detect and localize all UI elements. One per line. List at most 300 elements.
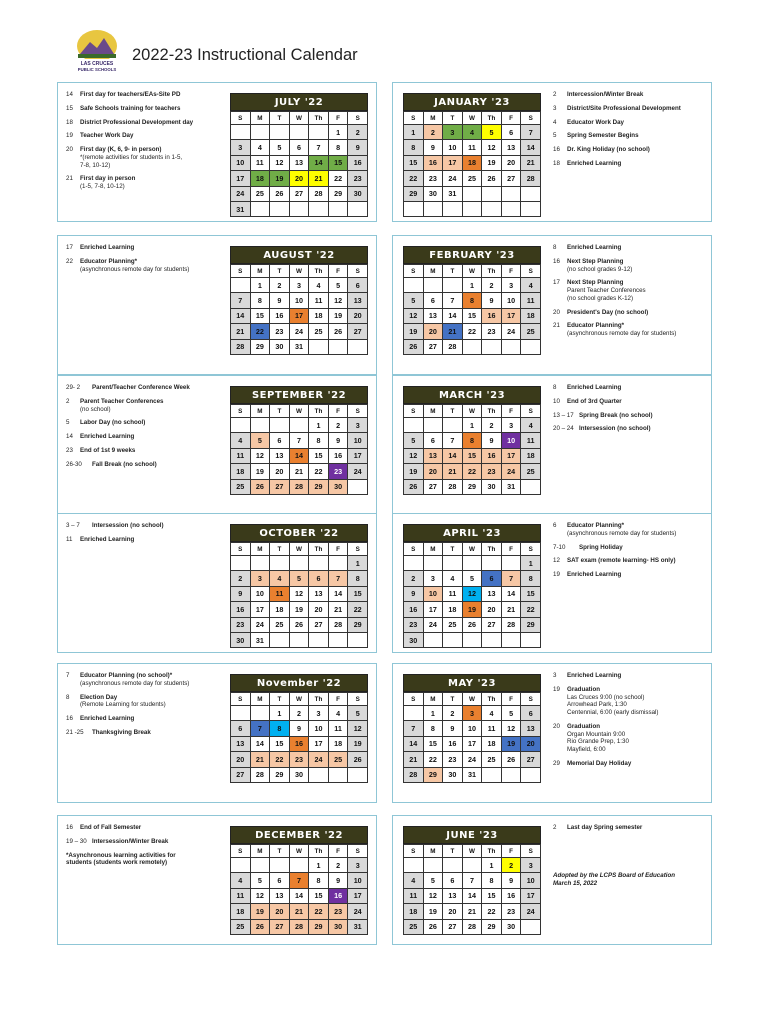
day-cell: 17	[423, 602, 443, 617]
day-cell: 26	[501, 752, 521, 767]
day-cell: 27	[348, 324, 368, 339]
month-table	[230, 111, 368, 217]
day-cell: 10	[289, 293, 309, 308]
event-subtext: (no school grades 9-12)	[567, 265, 633, 273]
event-date: 20 – 24	[553, 425, 574, 433]
day-cell: 18	[443, 602, 463, 617]
weekday-header: W	[462, 543, 482, 556]
day-cell: 15	[462, 308, 482, 323]
event-date: 23	[66, 446, 73, 454]
event-date: 3 – 7	[66, 522, 80, 529]
weekday-header: Th	[309, 265, 329, 278]
day-cell: 12	[501, 721, 521, 736]
day-cell	[270, 858, 290, 873]
weekday-header: M	[423, 845, 443, 858]
month-title: MAY '23	[403, 674, 541, 692]
event-subtext: Organ Mountain 9:00 Rio Grande Prep, 1:30 Mayfield, 6:00	[567, 730, 629, 753]
event-text: District/Site Professional Development	[567, 104, 681, 112]
day-cell	[231, 556, 251, 571]
event-text: First day in person	[80, 175, 136, 183]
day-cell: 31	[250, 632, 270, 647]
weekday-header: T	[443, 543, 463, 556]
event-text: Enriched Learning	[80, 244, 135, 251]
day-cell: 10	[309, 721, 329, 736]
day-cell: 9	[423, 140, 443, 155]
event-note	[66, 258, 216, 274]
event-date: 3	[553, 104, 557, 112]
day-cell: 23	[270, 324, 290, 339]
day-cell: 5	[423, 873, 443, 888]
event-text: Next Step Planning	[567, 257, 624, 265]
weekday-header: T	[443, 845, 463, 858]
event-subtext: Parent Teacher Conferences (no school grades K-12)	[567, 287, 646, 302]
day-cell: 1	[423, 706, 443, 721]
day-cell	[309, 201, 329, 216]
weekday-header: W	[289, 845, 309, 858]
event-text: SAT exam (remote learning- HS only)	[567, 557, 676, 565]
day-cell	[462, 201, 482, 216]
day-cell: 25	[521, 324, 541, 339]
day-cell: 5	[328, 278, 348, 293]
month-panel	[392, 513, 712, 653]
day-cell: 17	[309, 736, 329, 751]
event-notes	[553, 384, 703, 439]
event-note	[66, 384, 216, 392]
day-cell: 10	[250, 586, 270, 601]
day-cell	[289, 858, 309, 873]
day-cell: 18	[231, 904, 251, 919]
day-cell	[501, 186, 521, 201]
event-text: Enriched Learning	[567, 159, 622, 167]
event-note	[66, 244, 216, 252]
day-cell: 23	[348, 171, 368, 186]
day-cell: 15	[482, 888, 502, 903]
day-cell: 15	[348, 586, 368, 601]
day-cell: 4	[231, 873, 251, 888]
month-calendar	[230, 524, 368, 648]
day-cell	[270, 125, 290, 140]
day-cell: 19	[404, 464, 424, 479]
day-cell: 5	[501, 706, 521, 721]
event-text: End of 1st 9 weeks	[80, 446, 136, 454]
event-note	[553, 398, 703, 406]
day-cell: 16	[289, 736, 309, 751]
weekday-header: S	[404, 405, 424, 418]
event-note	[553, 309, 703, 317]
event-text: Memorial Day Holiday	[567, 759, 632, 767]
day-cell	[231, 418, 251, 433]
day-cell	[289, 556, 309, 571]
day-cell: 5	[250, 433, 270, 448]
event-text: Graduation	[567, 722, 601, 730]
day-cell: 15	[521, 586, 541, 601]
day-cell: 1	[462, 278, 482, 293]
day-cell: 29	[309, 479, 329, 494]
day-cell: 21	[501, 602, 521, 617]
day-cell: 30	[328, 479, 348, 494]
month-panel	[392, 235, 712, 375]
weekday-header: S	[348, 405, 368, 418]
day-cell: 10	[231, 155, 251, 170]
month-panel	[57, 513, 377, 653]
day-cell	[423, 418, 443, 433]
event-note	[553, 672, 703, 680]
day-cell: 6	[270, 433, 290, 448]
day-cell	[404, 418, 424, 433]
event-subtext: (no school)	[80, 405, 111, 413]
day-cell: 2	[328, 418, 348, 433]
day-cell: 29	[309, 919, 329, 934]
day-cell: 21	[443, 324, 463, 339]
day-cell: 16	[404, 602, 424, 617]
adoption-note: Adopted by the LCPS Board of Education March 15, 2022	[553, 871, 676, 887]
month-title: APRIL '23	[403, 524, 541, 542]
event-text: Fall Break (no school)	[92, 460, 157, 468]
event-note	[66, 175, 216, 191]
day-cell: 12	[482, 140, 502, 155]
day-cell: 15	[309, 888, 329, 903]
day-cell: 21	[289, 464, 309, 479]
event-date: 29	[553, 759, 560, 767]
weekday-header: W	[289, 112, 309, 125]
day-cell: 4	[270, 571, 290, 586]
weekday-header: T	[443, 112, 463, 125]
day-cell: 16	[423, 155, 443, 170]
day-cell: 11	[309, 293, 329, 308]
day-cell: 21	[404, 752, 424, 767]
day-cell: 30	[501, 919, 521, 934]
day-cell: 4	[482, 706, 502, 721]
weekday-header: M	[250, 693, 270, 706]
event-note	[553, 119, 703, 127]
event-date: 18	[553, 159, 560, 167]
weekday-header: S	[348, 845, 368, 858]
day-cell: 26	[423, 919, 443, 934]
event-date: 19	[66, 132, 73, 140]
day-cell: 18	[404, 904, 424, 919]
header	[72, 28, 472, 78]
day-cell	[289, 201, 309, 216]
event-date: 29- 2	[66, 384, 81, 391]
day-cell: 11	[404, 888, 424, 903]
weekday-header: Th	[482, 112, 502, 125]
day-cell: 9	[348, 140, 368, 155]
day-cell: 16	[231, 602, 251, 617]
day-cell: 15	[423, 736, 443, 751]
event-date: 26-30	[66, 460, 82, 468]
day-cell: 6	[501, 125, 521, 140]
day-cell: 5	[250, 873, 270, 888]
day-cell: 9	[289, 721, 309, 736]
event-date: 6	[553, 522, 557, 529]
day-cell: 17	[289, 308, 309, 323]
event-date: 8	[66, 693, 70, 701]
day-cell: 8	[348, 571, 368, 586]
day-cell: 24	[423, 617, 443, 632]
weekday-header: Th	[309, 693, 329, 706]
day-cell: 7	[309, 140, 329, 155]
weekday-header: S	[404, 112, 424, 125]
day-cell: 30	[404, 632, 424, 647]
weekday-header: M	[250, 405, 270, 418]
day-cell	[443, 556, 463, 571]
day-cell: 24	[521, 904, 541, 919]
event-note	[553, 258, 703, 274]
event-text: Thanksgiving Break	[92, 728, 151, 736]
month-title: November '22	[230, 674, 368, 692]
day-cell	[289, 125, 309, 140]
month-table	[403, 404, 541, 495]
day-cell	[270, 632, 290, 647]
day-cell: 24	[348, 464, 368, 479]
weekday-header: Th	[482, 543, 502, 556]
weekday-header: F	[328, 845, 348, 858]
event-date: 14	[66, 91, 73, 98]
day-cell: 29	[328, 186, 348, 201]
day-cell	[423, 632, 443, 647]
month-table	[230, 404, 368, 495]
day-cell: 23	[231, 617, 251, 632]
day-cell: 5	[462, 571, 482, 586]
weekday-header: T	[270, 693, 290, 706]
day-cell	[250, 125, 270, 140]
day-cell: 12	[250, 448, 270, 463]
day-cell: 13	[443, 888, 463, 903]
day-cell: 19	[462, 602, 482, 617]
event-text: Parent Teacher Conferences	[80, 397, 164, 405]
day-cell: 1	[328, 125, 348, 140]
weekday-header: Th	[309, 845, 329, 858]
weekday-header: F	[501, 112, 521, 125]
event-note	[553, 723, 703, 754]
day-cell: 8	[309, 873, 329, 888]
day-cell: 21	[250, 752, 270, 767]
day-cell: 26	[270, 186, 290, 201]
weekday-header: S	[404, 265, 424, 278]
event-date: 19 – 30	[66, 837, 87, 845]
day-cell	[250, 201, 270, 216]
day-cell: 17	[521, 888, 541, 903]
day-cell: 22	[462, 324, 482, 339]
day-cell	[482, 556, 502, 571]
day-cell: 20	[482, 602, 502, 617]
month-panel	[392, 815, 712, 945]
weekday-header: M	[423, 543, 443, 556]
event-note	[66, 398, 216, 414]
day-cell: 28	[309, 186, 329, 201]
day-cell: 28	[231, 339, 251, 354]
day-cell: 25	[521, 464, 541, 479]
event-date: 2	[553, 824, 557, 831]
event-text: *Asynchronous learning activities for students (students work remotely)	[66, 851, 176, 867]
day-cell: 4	[521, 278, 541, 293]
event-note	[66, 146, 216, 169]
event-note	[66, 461, 216, 469]
day-cell: 22	[482, 904, 502, 919]
day-cell: 28	[443, 479, 463, 494]
day-cell: 9	[443, 721, 463, 736]
month-panel	[392, 663, 712, 803]
day-cell	[462, 632, 482, 647]
event-note	[553, 522, 703, 538]
day-cell: 2	[328, 858, 348, 873]
day-cell: 27	[501, 171, 521, 186]
day-cell: 12	[404, 448, 424, 463]
day-cell: 18	[250, 171, 270, 186]
weekday-header: S	[348, 112, 368, 125]
day-cell: 15	[328, 155, 348, 170]
event-notes	[553, 672, 703, 774]
day-cell: 22	[348, 602, 368, 617]
day-cell: 9	[482, 293, 502, 308]
day-cell: 16	[482, 308, 502, 323]
day-cell	[328, 767, 348, 782]
day-cell	[250, 418, 270, 433]
event-note	[553, 160, 703, 168]
day-cell: 23	[328, 904, 348, 919]
day-cell: 15	[462, 448, 482, 463]
day-cell	[328, 201, 348, 216]
day-cell: 26	[328, 324, 348, 339]
day-cell: 8	[521, 571, 541, 586]
event-notes	[553, 522, 703, 585]
day-cell: 21	[443, 464, 463, 479]
day-cell: 6	[231, 721, 251, 736]
day-cell: 21	[309, 171, 329, 186]
day-cell: 27	[443, 919, 463, 934]
weekday-header: M	[423, 693, 443, 706]
event-text: Teacher Work Day	[80, 132, 134, 140]
event-note	[66, 132, 216, 140]
day-cell: 6	[289, 140, 309, 155]
day-cell: 29	[521, 617, 541, 632]
day-cell: 2	[231, 571, 251, 586]
day-cell	[250, 858, 270, 873]
day-cell: 7	[443, 293, 463, 308]
day-cell: 11	[462, 140, 482, 155]
day-cell: 3	[231, 140, 251, 155]
day-cell: 25	[482, 752, 502, 767]
day-cell: 5	[289, 571, 309, 586]
weekday-header: S	[348, 543, 368, 556]
day-cell: 29	[348, 617, 368, 632]
day-cell: 3	[309, 706, 329, 721]
day-cell: 6	[423, 293, 443, 308]
weekday-header: F	[328, 112, 348, 125]
day-cell: 8	[309, 433, 329, 448]
day-cell: 15	[309, 448, 329, 463]
day-cell: 26	[250, 919, 270, 934]
month-table	[403, 542, 541, 648]
event-note	[66, 694, 216, 710]
day-cell: 10	[348, 433, 368, 448]
day-cell: 7	[289, 433, 309, 448]
day-cell: 6	[348, 278, 368, 293]
day-cell	[328, 556, 348, 571]
event-text: Labor Day (no school)	[80, 419, 146, 427]
day-cell: 29	[462, 479, 482, 494]
month-title: MARCH '23	[403, 386, 541, 404]
day-cell: 30	[231, 632, 251, 647]
event-date: 16	[553, 146, 560, 153]
month-panel	[57, 663, 377, 803]
day-cell	[521, 339, 541, 354]
event-text: Spring Holiday	[579, 543, 623, 551]
day-cell: 19	[250, 464, 270, 479]
event-subtext: (1-5, 7-8, 10-12)	[80, 183, 125, 190]
weekday-header: S	[348, 265, 368, 278]
day-cell	[309, 339, 329, 354]
day-cell: 18	[521, 448, 541, 463]
day-cell	[521, 919, 541, 934]
day-cell: 3	[423, 571, 443, 586]
day-cell: 28	[462, 919, 482, 934]
day-cell: 7	[462, 873, 482, 888]
weekday-header: S	[231, 845, 251, 858]
day-cell: 19	[250, 904, 270, 919]
weekday-header: T	[270, 265, 290, 278]
day-cell: 15	[404, 155, 424, 170]
event-text: Election Day	[80, 693, 118, 701]
event-note	[553, 279, 703, 302]
event-notes	[66, 824, 216, 873]
event-date: 20	[553, 308, 560, 316]
day-cell: 31	[462, 767, 482, 782]
day-cell: 24	[250, 617, 270, 632]
day-cell: 5	[270, 140, 290, 155]
day-cell: 20	[231, 752, 251, 767]
day-cell: 12	[250, 888, 270, 903]
day-cell: 3	[501, 418, 521, 433]
event-subtext: (asynchronous remote day for students)	[80, 265, 190, 273]
event-text: Enriched Learning	[567, 672, 622, 679]
day-cell	[404, 556, 424, 571]
day-cell: 30	[270, 339, 290, 354]
day-cell: 19	[348, 736, 368, 751]
day-cell	[404, 858, 424, 873]
month-title: OCTOBER '22	[230, 524, 368, 542]
day-cell: 23	[423, 171, 443, 186]
day-cell: 28	[404, 767, 424, 782]
day-cell: 13	[309, 586, 329, 601]
day-cell: 26	[348, 752, 368, 767]
day-cell: 1	[348, 556, 368, 571]
day-cell: 3	[348, 418, 368, 433]
day-cell	[250, 556, 270, 571]
day-cell: 9	[328, 873, 348, 888]
day-cell: 12	[328, 293, 348, 308]
day-cell: 22	[521, 602, 541, 617]
event-date: 21 -25	[66, 728, 84, 736]
event-note	[66, 522, 216, 530]
weekday-header: Th	[482, 845, 502, 858]
event-date: 2	[553, 91, 557, 98]
day-cell: 27	[423, 339, 443, 354]
day-cell: 22	[423, 752, 443, 767]
weekday-header: S	[404, 845, 424, 858]
day-cell	[328, 339, 348, 354]
day-cell: 27	[423, 479, 443, 494]
event-text: Dr. King Holiday (no school)	[567, 146, 650, 153]
event-note	[553, 425, 703, 433]
day-cell: 1	[250, 278, 270, 293]
day-cell: 27	[231, 767, 251, 782]
event-date: 17	[66, 244, 73, 251]
day-cell: 4	[309, 278, 329, 293]
day-cell: 4	[462, 125, 482, 140]
day-cell	[289, 418, 309, 433]
day-cell	[348, 632, 368, 647]
